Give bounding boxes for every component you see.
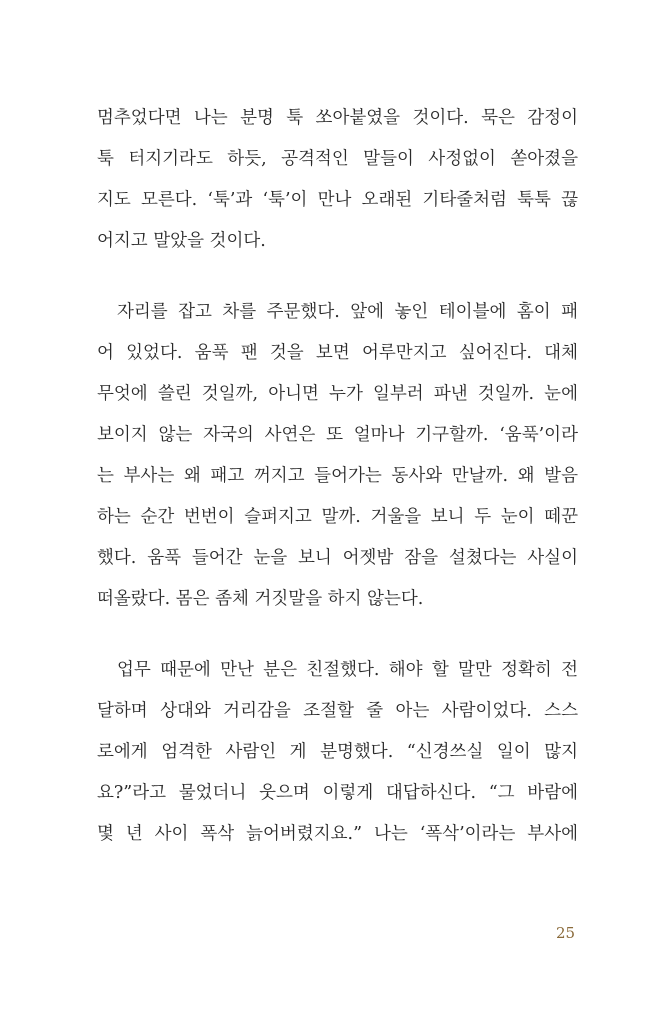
body-text [97, 98, 578, 885]
text-line: 요?”라고 물었더니 웃으며 이렇게 대답하신다. “그 바람에 [97, 783, 578, 803]
paragraph-1 [97, 98, 578, 262]
paragraph-2 [97, 292, 578, 620]
text-line: 자리를 잡고 차를 주문했다. 앞에 놓인 테이블에 홈이 패 [117, 302, 578, 322]
text-line: 몇 년 사이 폭삭 늙어버렸지요.” 나는 ‘폭삭’이라는 부사에 [97, 824, 578, 844]
text-line: 로에게 엄격한 사람인 게 분명했다. “신경쓰실 일이 많지 [97, 742, 578, 762]
text-line: 업무 때문에 만난 분은 친절했다. 해야 할 말만 정확히 전 [117, 660, 578, 680]
text-line: 어지고 말았을 것이다. [97, 231, 266, 251]
paragraph-3 [97, 650, 578, 855]
text-line: 보이지 않는 자국의 사연은 또 얼마나 기구할까. ‘움푹’이라 [97, 425, 578, 445]
text-line: 툭 터지기라도 하듯, 공격적인 말들이 사정없이 쏟아졌을 [97, 149, 578, 169]
text-line: 지도 모른다. ‘툭’과 ‘툭’이 만나 오래된 기타줄처럼 툭툭 끊 [97, 190, 578, 210]
text-line: 멈추었다면 나는 분명 툭 쏘아붙였을 것이다. 묵은 감정이 [97, 108, 578, 128]
text-line: 떠올랐다. 몸은 좀체 거짓말을 하지 않는다. [97, 589, 424, 609]
text-line: 는 부사는 왜 패고 꺼지고 들어가는 동사와 만날까. 왜 발음 [97, 466, 578, 486]
page-number: 25 [556, 924, 576, 942]
text-line: 했다. 움푹 들어간 눈을 보니 어젯밤 잠을 설쳤다는 사실이 [97, 548, 578, 568]
text-line: 하는 순간 번번이 슬퍼지고 말까. 거울을 보니 두 눈이 떼꾼 [97, 507, 578, 527]
text-line: 어 있었다. 움푹 팬 것을 보면 어루만지고 싶어진다. 대체 [97, 343, 578, 363]
text-line: 무엇에 쓸린 것일까, 아니면 누가 일부러 파낸 것일까. 눈에 [97, 384, 578, 404]
text-line: 달하며 상대와 거리감을 조절할 줄 아는 사람이었다. 스스 [97, 701, 578, 721]
